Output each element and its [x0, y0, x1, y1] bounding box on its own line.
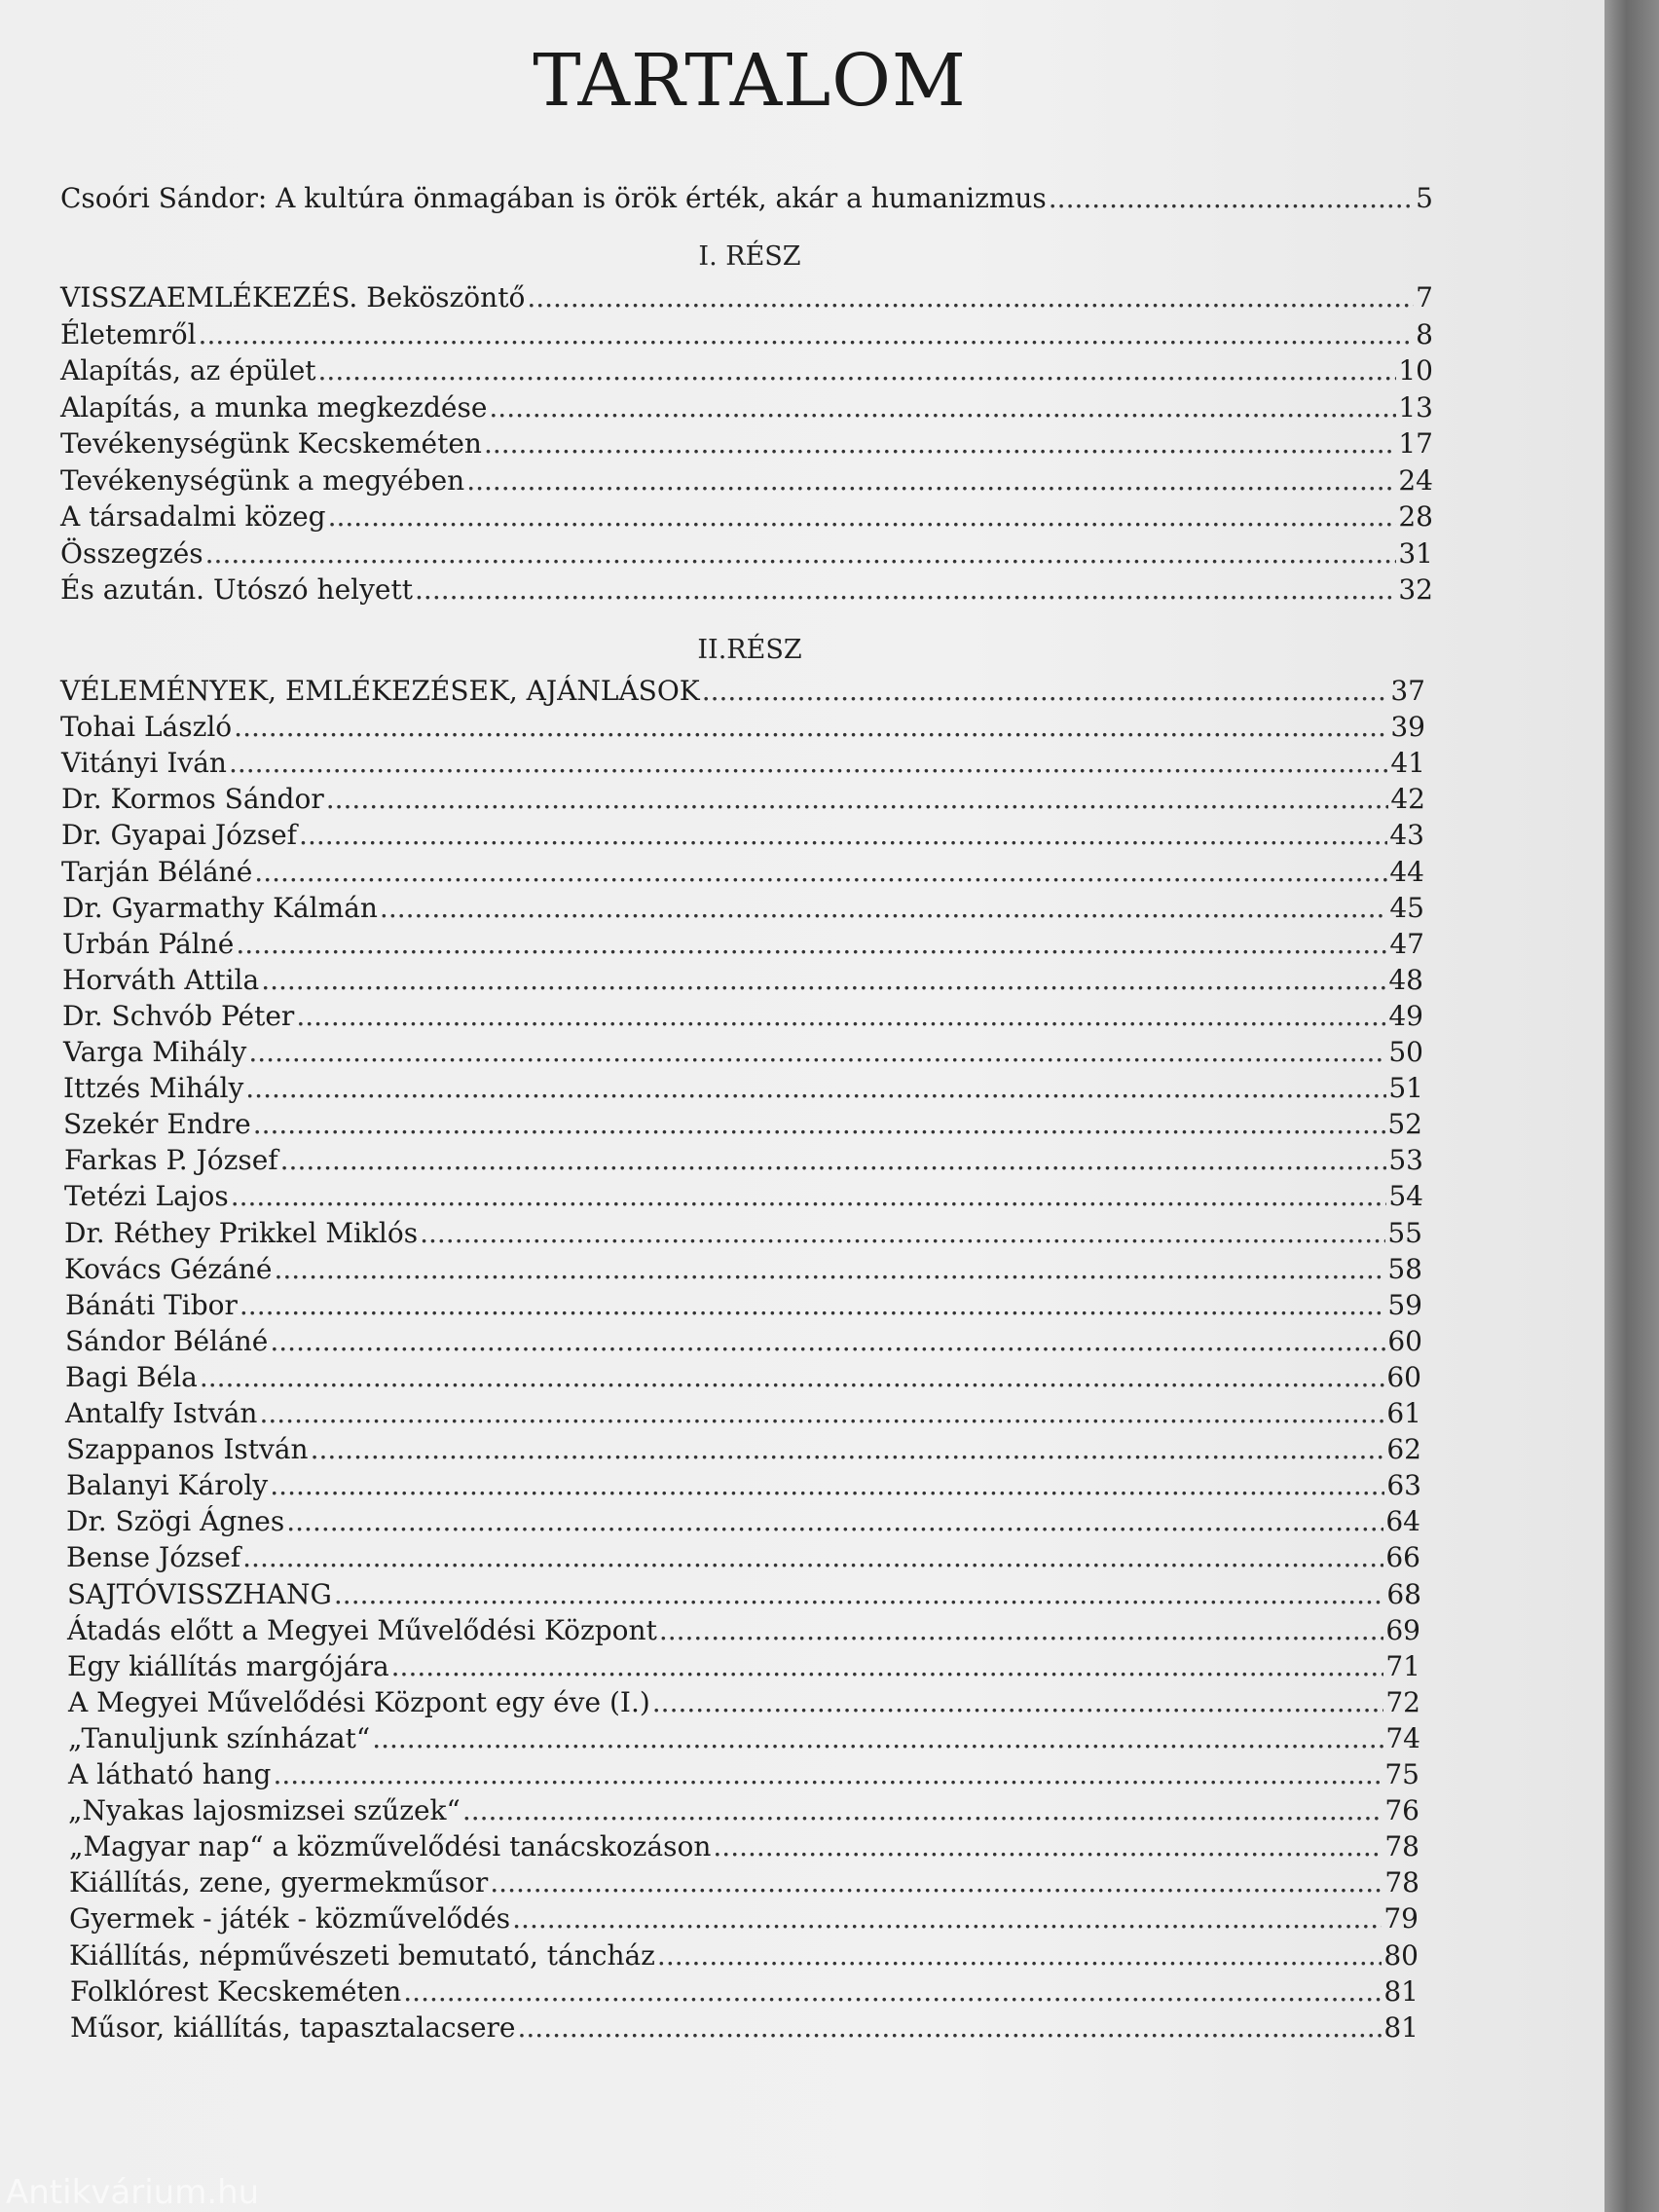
toc-entry [67, 1577, 1421, 1612]
toc-entry-title: Kiállítás, népművészeti bemutató, táncház [69, 1939, 655, 1972]
toc-dot-leader [518, 2010, 1382, 2046]
toc-entry-page: 58 [1387, 1253, 1422, 1285]
toc-entry [69, 1865, 1419, 1900]
toc-entry-title: Dr. Réthey Prikkel Miklós [64, 1217, 419, 1249]
toc-entry-page: 74 [1385, 1722, 1420, 1754]
toc-entry-title: Bagi Béla [65, 1361, 198, 1393]
toc-dot-leader [334, 1577, 1384, 1612]
toc-entry-title: A Megyei Művelődési Központ egy éve (I.) [68, 1686, 650, 1718]
toc-entry [62, 927, 1424, 962]
toc-entry-title: A társadalmi közeg [60, 500, 326, 533]
toc-entry [70, 1974, 1419, 2009]
toc-entry-title: Bense József [66, 1541, 241, 1573]
toc-entry-page: 59 [1387, 1289, 1422, 1321]
toc-entry-page: 39 [1390, 711, 1425, 743]
toc-entry [69, 1938, 1419, 1973]
toc-entry-title: Tevékenységünk a megyében [60, 464, 465, 497]
toc-entry [68, 1721, 1420, 1756]
toc-entry-title: Bánáti Tibor [65, 1289, 238, 1321]
toc-entry [70, 2010, 1419, 2046]
toc-dot-leader [490, 1865, 1382, 1900]
toc-entry-page: 55 [1387, 1217, 1422, 1249]
toc-dot-leader [527, 280, 1414, 315]
toc-dot-leader [240, 1288, 1385, 1323]
toc-entry-page: 50 [1388, 1036, 1423, 1068]
toc-entry-page: 8 [1416, 318, 1433, 350]
toc-entry-page: 72 [1385, 1686, 1420, 1718]
toc-entry [62, 999, 1423, 1034]
toc-entry-title: Szappanos István [66, 1433, 309, 1465]
toc-dot-leader [484, 426, 1396, 461]
toc-entry-page: 64 [1385, 1505, 1420, 1537]
toc-dot-leader [713, 1829, 1382, 1864]
toc-entry-page: 47 [1389, 928, 1424, 960]
toc-entry [66, 1468, 1421, 1503]
toc-entry [60, 317, 1433, 352]
toc-entry-title: Balanyi Károly [66, 1469, 269, 1501]
toc-entry-title: Alapítás, a munka megkezdése [60, 391, 488, 424]
toc-entry-title: Dr. Kormos Sándor [61, 783, 324, 815]
toc-entry [64, 1216, 1422, 1251]
toc-dot-leader [702, 674, 1389, 709]
toc-dot-leader [462, 1793, 1383, 1828]
toc-entry-title: Farkas P. József [64, 1144, 278, 1176]
toc-entry-page: 42 [1390, 783, 1425, 815]
toc-entry-title: Tarján Béláné [61, 856, 253, 888]
toc-dot-leader [286, 1504, 1383, 1539]
toc-dot-leader [1049, 181, 1414, 216]
toc-entry-title: Tevékenységünk Kecskeméten [60, 427, 482, 460]
toc-dot-leader [296, 999, 1386, 1034]
toc-entry [60, 280, 1433, 315]
toc-entry-page: 79 [1383, 1902, 1419, 1935]
toc-dot-leader [254, 855, 1387, 890]
toc-entry-page: 24 [1398, 464, 1433, 497]
toc-entry [68, 1793, 1419, 1828]
toc-dot-leader [328, 499, 1397, 535]
toc-entry [60, 499, 1433, 535]
toc-entry [68, 1757, 1419, 1792]
toc-dot-leader [259, 1396, 1384, 1431]
toc-entry [61, 855, 1424, 890]
toc-dot-leader [652, 1685, 1384, 1720]
toc-entry [61, 818, 1424, 853]
toc-entry-title: SAJTÓVISSZHANG [67, 1578, 332, 1610]
toc-entry [60, 536, 1433, 571]
toc-dot-leader [657, 1938, 1382, 1973]
toc-entry [60, 426, 1433, 461]
toc-entry-page: 31 [1398, 537, 1433, 570]
toc-entry-title: Dr. Gyapai József [61, 819, 298, 851]
toc-dot-leader [229, 746, 1388, 781]
toc-entry [65, 1360, 1421, 1395]
page-edge [1604, 0, 1659, 2212]
toc-dot-leader [489, 390, 1396, 425]
toc-dot-leader [372, 1721, 1383, 1756]
toc-entry-title: Folklórest Kecskeméten [70, 1975, 402, 2008]
toc-entry-page: 66 [1385, 1541, 1420, 1573]
toc-entry-page: 63 [1386, 1469, 1421, 1501]
toc-dot-leader [280, 1143, 1387, 1178]
toc-entry [60, 572, 1433, 608]
toc-dot-leader [236, 927, 1387, 962]
toc-entry-page: 28 [1398, 500, 1433, 533]
toc-dot-leader [205, 536, 1397, 571]
toc-entry [67, 1613, 1420, 1648]
toc-entry-intro [60, 181, 1433, 216]
toc-dot-leader [270, 1468, 1384, 1503]
toc-entry [66, 1540, 1420, 1575]
toc-dot-leader [261, 963, 1386, 998]
toc-dot-leader [326, 782, 1389, 817]
toc-dot-leader [420, 1216, 1385, 1251]
toc-entry-page: 10 [1398, 354, 1433, 387]
toc-entry-page: 48 [1388, 964, 1423, 996]
toc-entry-title: Gyermek - játék - közművelődés [69, 1902, 511, 1935]
part2-heading: II.RÉSZ [697, 635, 802, 665]
toc-dot-leader [380, 891, 1387, 926]
toc-entry-title: A látható hang [68, 1758, 272, 1790]
part1-heading: I. RÉSZ [698, 241, 801, 272]
toc-entry-page: 32 [1398, 573, 1433, 606]
toc-dot-leader [512, 1901, 1382, 1936]
toc-dot-leader [466, 463, 1396, 498]
toc-dot-leader [234, 710, 1388, 745]
toc-entry-title: Alapítás, az épület [60, 354, 316, 387]
toc-dot-leader [311, 1432, 1385, 1467]
toc-entry-title: Varga Mihály [63, 1036, 247, 1068]
toc-dot-leader [231, 1179, 1387, 1214]
toc-entry-page: 7 [1416, 281, 1433, 313]
toc-entry-title: Dr. Gyarmathy Kálmán [62, 892, 378, 924]
toc-entry-page: 37 [1390, 675, 1425, 707]
toc-dot-leader [299, 818, 1387, 853]
toc-entry-title: Horváth Attila [62, 964, 260, 996]
toc-entry-page: 78 [1384, 1866, 1419, 1899]
toc-entry-title: Sándor Béláné [65, 1325, 269, 1357]
toc-entry-page: 51 [1388, 1072, 1423, 1104]
toc-entry-page: 75 [1384, 1758, 1419, 1790]
toc-dot-leader [245, 1071, 1386, 1106]
toc-dot-leader [248, 1035, 1386, 1070]
toc-entry-title: Összegzés [60, 537, 203, 570]
toc-entry-title: Dr. Schvób Péter [62, 1000, 295, 1032]
toc-entry [66, 1432, 1421, 1467]
toc-entry [64, 1143, 1423, 1178]
toc-entry-page: 60 [1386, 1361, 1421, 1393]
page-title: TARTALOM [533, 39, 967, 123]
toc-entry-page: 61 [1386, 1397, 1421, 1429]
toc-entry [67, 1649, 1420, 1684]
toc-entry [60, 390, 1433, 425]
toc-entry-page: 54 [1388, 1180, 1423, 1212]
toc-entry-page: 53 [1388, 1144, 1423, 1176]
toc-entry-page: 52 [1387, 1108, 1422, 1140]
toc-entry [60, 674, 1425, 709]
toc-entry-page: 49 [1388, 1000, 1423, 1032]
toc-dot-leader [270, 1324, 1385, 1359]
toc-entry-title: És azután. Utószó helyett [60, 573, 414, 606]
toc-entry [62, 891, 1424, 926]
toc-entry [68, 1685, 1420, 1720]
toc-entry [60, 353, 1433, 388]
toc-entry-title: Csoóri Sándor: A kultúra önmagában is örök érték, akár a humanizmus [60, 182, 1047, 214]
toc-entry-title: Kiállítás, zene, gyermekműsor [69, 1866, 489, 1899]
toc-dot-leader [253, 1107, 1386, 1142]
toc-entry-page: 69 [1385, 1614, 1420, 1646]
toc-entry-title: Tetézi Lajos [64, 1180, 229, 1212]
toc-entry-page: 43 [1389, 819, 1424, 851]
toc-entry-page: 13 [1398, 391, 1433, 424]
toc-dot-leader [403, 1974, 1382, 2009]
toc-entry [61, 746, 1425, 781]
toc-dot-leader [200, 1360, 1385, 1395]
toc-entry-title: VISSZAEMLÉKEZÉS. Beköszöntő [60, 281, 526, 313]
toc-entry-page: 60 [1387, 1325, 1422, 1357]
toc-entry-page: 17 [1398, 427, 1433, 460]
toc-entry-title: VÉLEMÉNYEK, EMLÉKEZÉSEK, AJÁNLÁSOK [60, 675, 700, 707]
toc-entry-page: 76 [1384, 1794, 1419, 1826]
toc-entry [62, 963, 1423, 998]
toc-entry [60, 710, 1425, 745]
toc-entry-page: 71 [1385, 1650, 1420, 1682]
toc-entry-page: 68 [1386, 1578, 1421, 1610]
toc-entry-title: Tohai László [60, 711, 233, 743]
toc-entry-title: Urbán Pálné [62, 928, 235, 960]
toc-entry-title: Vitányi Iván [61, 747, 227, 779]
toc-dot-leader [273, 1757, 1382, 1792]
toc-entry-title: Szekér Endre [63, 1108, 251, 1140]
toc-entry-title: Dr. Szögi Ágnes [66, 1505, 285, 1537]
toc-entry-title: „Magyar nap“ a közművelődési tanácskozáson [69, 1830, 712, 1862]
toc-entry [60, 463, 1433, 498]
toc-entry-page: 44 [1389, 856, 1424, 888]
toc-entry-title: Kovács Gézáné [64, 1253, 273, 1285]
toc-entry-page: 41 [1390, 747, 1425, 779]
toc-entry [63, 1071, 1423, 1106]
toc-entry-title: Antalfy István [65, 1397, 258, 1429]
toc-entry [64, 1179, 1423, 1214]
toc-entry-page: 81 [1383, 1975, 1419, 2008]
toc-dot-leader [415, 572, 1396, 608]
toc-entry [69, 1901, 1419, 1936]
toc-dot-leader [391, 1649, 1384, 1684]
toc-entry [65, 1324, 1422, 1359]
toc-entry-title: Egy kiállítás margójára [67, 1650, 389, 1682]
toc-dot-leader [199, 317, 1415, 352]
toc-entry-title: „Tanuljunk színházat“ [68, 1722, 371, 1754]
toc-entry [63, 1035, 1423, 1070]
toc-entry [64, 1252, 1422, 1287]
toc-dot-leader [274, 1252, 1385, 1287]
toc-dot-leader [659, 1613, 1384, 1648]
toc-dot-leader [242, 1540, 1383, 1575]
toc-entry-title: Ittzés Mihály [63, 1072, 244, 1104]
toc-entry-title: Átadás előtt a Megyei Művelődési Központ [67, 1614, 657, 1646]
toc-entry-page: 62 [1386, 1433, 1421, 1465]
toc-entry-page: 78 [1384, 1830, 1419, 1862]
toc-entry [65, 1288, 1422, 1323]
watermark: Antikvárium.hu [6, 2173, 260, 2212]
toc-entry-title: Életemről [60, 318, 197, 350]
toc-entry-page: 81 [1383, 2011, 1419, 2044]
toc-entry-page: 45 [1389, 892, 1424, 924]
toc-entry-title: „Nyakas lajosmizsei szűzek“ [68, 1794, 461, 1826]
toc-entry [66, 1504, 1420, 1539]
toc-entry-title: Műsor, kiállítás, tapasztalacsere [70, 2011, 516, 2044]
toc-entry [63, 1107, 1422, 1142]
toc-entry [61, 782, 1425, 817]
toc-entry [69, 1829, 1419, 1864]
toc-entry-page: 80 [1383, 1939, 1419, 1972]
toc-entry [65, 1396, 1421, 1431]
toc-entry-page: 5 [1416, 182, 1433, 214]
toc-dot-leader [318, 353, 1397, 388]
